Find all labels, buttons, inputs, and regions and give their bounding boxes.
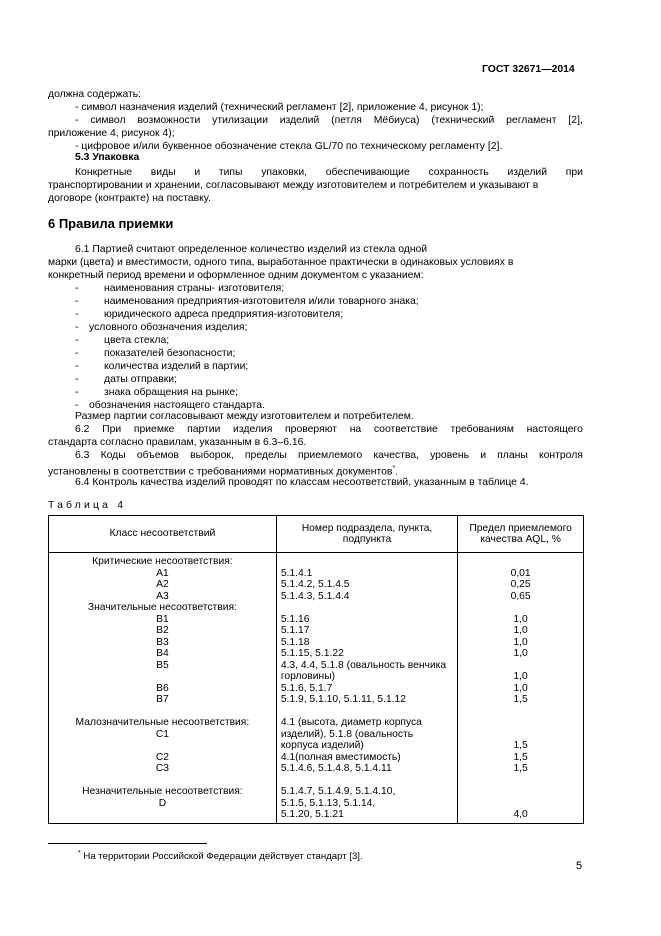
list-dash: - <box>75 361 79 372</box>
word: (петля <box>331 115 362 126</box>
aql-cell <box>458 660 583 672</box>
word: Мёбиуса) <box>373 115 420 126</box>
text-line: 6.1 Партией считают определенное количество изделий из стекла одной <box>75 244 428 255</box>
word: символ <box>90 115 126 126</box>
word: на <box>349 424 362 435</box>
class-cell: В3 <box>156 636 169 648</box>
page-number: 5 <box>576 860 583 872</box>
class-cell <box>49 740 276 752</box>
word: упаковки, <box>261 167 308 178</box>
word: [2], <box>568 115 583 126</box>
header-cell: Предел приемлемого качества AQL, % <box>458 516 584 553</box>
class-cell <box>49 775 276 787</box>
clause-cell: 4.1(полная вместимость) <box>280 751 401 763</box>
class-cell <box>49 809 276 821</box>
text-line: Размер партии согласовывают между изготовителем и потребителем. <box>75 411 414 422</box>
clause-cell: 4.3, 4.4, 5.1.8 (овальность венчика <box>280 659 447 671</box>
aql-cell: 1,0 <box>513 682 528 694</box>
word: объемов <box>136 450 179 461</box>
clause-cell: 4.1 (высота, диаметр корпуса <box>280 717 422 728</box>
clause-cell <box>281 602 457 614</box>
word: приемлемого <box>298 450 363 461</box>
header-cell: Номер подраздела, пункта, подпункта <box>276 516 457 553</box>
clause-cell: 5.1.18 <box>280 636 310 648</box>
class-cell: В6 <box>156 682 169 694</box>
aql-cell: 1,5 <box>513 740 528 751</box>
class-cell: С3 <box>155 763 169 774</box>
word: пределы <box>244 450 287 461</box>
aql-cell <box>458 602 583 614</box>
justified-line <box>75 166 583 179</box>
list-item: условного обозначения изделия; <box>89 322 248 333</box>
aql-cell <box>458 786 583 798</box>
list-item: наименования страны- изготовителя; <box>104 283 285 294</box>
text-line: договоре (контракте) на поставку. <box>48 193 211 204</box>
class-cell: А2 <box>156 579 169 590</box>
word: и <box>480 450 486 461</box>
footnote-divider <box>48 843 207 844</box>
list-item: количества изделий в партии; <box>104 361 249 372</box>
clause-cell: горловины) <box>280 671 336 682</box>
text-fragment: . <box>395 466 399 478</box>
clause-cell <box>281 556 457 568</box>
footnote <box>78 850 363 862</box>
text-line: транспортировании и хранении, согласовывают между изготовителем и потребителем и указывают в <box>48 180 539 191</box>
clause-cell: 5.1.4.2, 5.1.4.5 <box>280 579 350 590</box>
list-item: даты отправки; <box>104 374 177 385</box>
text-line: - символ назначения изделий (технический регламент [2], приложение 4, рисунок 1); <box>75 102 484 113</box>
list-dash: - <box>75 387 79 398</box>
word: сохранность <box>428 167 489 178</box>
class-cell: В4 <box>156 648 169 659</box>
aql-cell <box>458 556 583 568</box>
clause-cell: корпуса изделий) <box>280 740 364 751</box>
class-cell: А3 <box>156 590 169 602</box>
aql-cell: 4,0 <box>513 809 528 820</box>
word: утилизации <box>212 115 268 126</box>
word: 6.3 <box>75 450 90 461</box>
word: контроля <box>538 450 583 461</box>
word: и <box>194 167 201 178</box>
justified-line <box>75 114 583 127</box>
nonconformity-table <box>48 515 584 824</box>
word: 6.2 <box>75 424 90 435</box>
class-cell: В2 <box>156 625 169 636</box>
aql-cell: 0,25 <box>510 579 531 590</box>
list-dash: - <box>75 296 79 307</box>
text-line: стандарта согласно правилам, указанным в 6.3–6.16. <box>48 437 307 448</box>
aql-cell: 1,5 <box>513 694 528 705</box>
clause-cell: 5.1.4.3, 5.1.4.4 <box>280 590 350 602</box>
clause-cell: 5.1.5, 5.1.13, 5.1.14, <box>280 797 376 809</box>
table-header-row <box>49 516 584 553</box>
class-cell: Незначительные несоответствия: <box>82 786 243 797</box>
justified-line <box>75 449 583 462</box>
word: виды <box>150 167 176 178</box>
word: изделий <box>507 167 548 178</box>
clause-cell: 5.1.4.7, 5.1.4.9, 5.1.4.10, <box>280 786 396 797</box>
aql-cell: 1,0 <box>513 636 528 648</box>
word: Конкретные <box>75 167 133 178</box>
word: проверяют <box>285 424 338 435</box>
clause-cell <box>281 706 457 718</box>
text-line: марки (цвета) и вместимости, одного типа, выработанное практически в одинаковых условиях в <box>48 257 514 268</box>
aql-cell <box>458 729 583 741</box>
class-cell: С1 <box>155 728 169 740</box>
word: настоящего <box>526 424 583 435</box>
word: планы <box>497 450 528 461</box>
word: соответствие <box>373 424 438 435</box>
class-cell: D <box>158 797 167 809</box>
word: Коды <box>100 450 126 461</box>
footnote-text: На территории Российской Федерации действует стандарт [3]. <box>80 851 363 863</box>
clause-cell: 5.1.4.1 <box>280 567 313 579</box>
word: (технический <box>431 115 495 126</box>
text-fragment: установлены в соответствии с требованиями нормативных документов <box>48 466 393 478</box>
word: изделия <box>233 424 273 435</box>
section-heading: 5.3 Упаковка <box>75 152 140 163</box>
table-body-row <box>49 553 584 824</box>
aql-cell: 1,0 <box>513 671 528 682</box>
clause-cell: 5.1.17 <box>280 625 310 636</box>
clause-cell: 5.1.4.6, 5.1.4.8, 5.1.4.11 <box>280 763 392 774</box>
aql-cell <box>458 798 583 810</box>
word: - <box>75 115 79 126</box>
aql-cell: 1,0 <box>513 648 528 659</box>
word: требованиям <box>450 424 514 435</box>
aql-cell <box>458 706 583 718</box>
class-cell <box>49 706 276 718</box>
aql-cell: 1,5 <box>513 763 528 774</box>
text-line: конкретный период времени и оформленное одним документом с указанием: <box>48 270 424 281</box>
section-heading: 6 Правила приемки <box>48 216 174 231</box>
clause-cell <box>281 775 457 787</box>
aql-cell <box>458 775 583 787</box>
word: партии <box>187 424 221 435</box>
word: При <box>102 424 122 435</box>
list-dash: - <box>75 374 79 385</box>
class-cell: А1 <box>156 567 169 579</box>
list-item: показателей безопасности; <box>104 348 236 359</box>
aql-cell: 1,0 <box>513 625 528 636</box>
word: обеспечивающие <box>325 167 410 178</box>
word: изделий <box>279 115 320 126</box>
aql-cell: 1,5 <box>513 751 528 763</box>
class-column <box>49 553 277 824</box>
word: приемке <box>133 424 175 435</box>
list-item: наименования предприятия-изготовителя и/или товарного знака; <box>104 296 419 307</box>
word: возможности <box>137 115 201 126</box>
clause-cell: изделий), 5.1.8 (овальность <box>280 728 414 740</box>
table-caption: Таблица 4 <box>48 500 127 511</box>
list-dash: - <box>75 348 79 359</box>
word: уровень <box>430 450 470 461</box>
class-cell <box>49 671 276 683</box>
clause-cell: 5.1.15, 5.1.22 <box>280 648 344 659</box>
class-cell: В1 <box>156 613 169 625</box>
text-line: 6.4 Контроль качества изделий проводят по классам несоответствий, указанным в таблице 4. <box>75 477 529 488</box>
text-line: приложение 4, рисунок 4); <box>48 128 175 139</box>
aql-column <box>458 553 584 824</box>
word: качества, <box>373 450 419 461</box>
justified-line <box>75 423 583 436</box>
clause-cell: 5.1.20, 5.1.21 <box>280 809 344 820</box>
footnote-mark: * <box>392 465 396 472</box>
list-dash: - <box>75 322 79 333</box>
class-cell: В7 <box>156 694 169 705</box>
word: типы <box>218 167 243 178</box>
text-line: - цифровое и/или буквенное обозначение стекла GL/70 по техническому регламенту [2]. <box>75 141 503 152</box>
list-dash: - <box>75 309 79 320</box>
word: при <box>565 167 583 178</box>
list-item: юридического адреса предприятия-изготовителя; <box>104 309 344 320</box>
class-cell: Критические несоответствия: <box>92 556 233 567</box>
aql-cell: 1,0 <box>513 613 528 625</box>
class-cell: Значительные несоответствия: <box>87 602 237 613</box>
list-dash: - <box>75 335 79 346</box>
header-cell: Класс несоответствий <box>49 516 277 553</box>
word: выборок, <box>190 450 234 461</box>
clause-cell: 5.1.6, 5.1.7 <box>280 682 333 694</box>
footnote-mark: * <box>78 850 81 857</box>
list-item: обозначения настоящего стандарта. <box>89 400 265 411</box>
class-cell: Малозначительные несоответствия: <box>75 717 250 728</box>
text-line: должна содержать: <box>48 89 142 100</box>
aql-cell <box>458 717 583 729</box>
class-cell: В5 <box>156 659 169 671</box>
document-code: ГОСТ 32671—2014 <box>482 64 575 75</box>
list-item: знака обращения на рынке; <box>104 387 238 398</box>
word: регламент <box>506 115 557 126</box>
class-cell: С2 <box>155 751 169 763</box>
clause-column <box>276 553 457 824</box>
aql-cell: 0,65 <box>510 590 531 602</box>
list-item: цвета стекла; <box>104 335 170 346</box>
clause-cell: 5.1.9, 5.1.10, 5.1.11, 5.1.12 <box>280 694 406 705</box>
list-dash: - <box>75 283 79 294</box>
list-dash: - <box>75 400 79 411</box>
aql-cell: 0,01 <box>510 567 531 579</box>
clause-cell: 5.1.16 <box>280 613 310 625</box>
